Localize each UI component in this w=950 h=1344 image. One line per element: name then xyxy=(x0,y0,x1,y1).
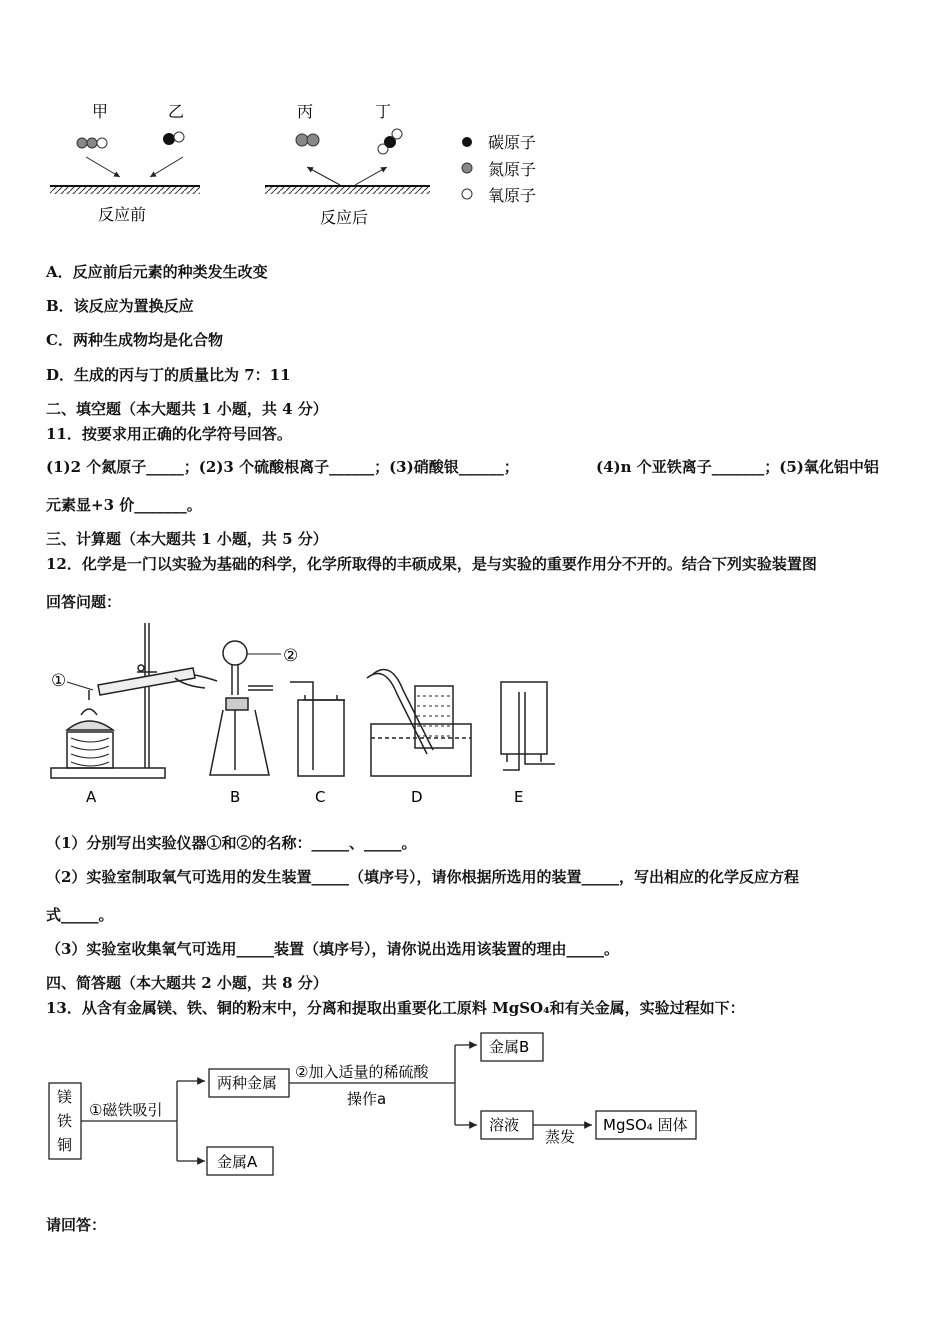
metal-a-box: 金属A xyxy=(217,1153,258,1171)
section-3-heading: 三、计算题（本大题共 1 小题，共 5 分） xyxy=(46,530,328,548)
product-box: MgSO₄ 固体 xyxy=(603,1116,688,1134)
q12-part2-cont: 式_____。 xyxy=(46,906,114,924)
apparatus-label-d: D xyxy=(411,788,423,806)
evaporate-label: 蒸发 xyxy=(545,1128,576,1146)
q12-part1: （1）分别写出实验仪器①和②的名称：_____、_____。 xyxy=(46,834,417,852)
q12-part2: （2）实验室制取氧气可选用的发生装置_____（填序号），请你根据所选用的装置_____，写出相应的化学反应方程 xyxy=(46,868,799,886)
apparatus-a xyxy=(51,623,217,778)
flow-chart xyxy=(45,1025,725,1185)
step-1-label: ①磁铁吸引 xyxy=(89,1101,163,1119)
two-metals-box: 两种金属 xyxy=(217,1074,278,1092)
apparatus-label-b: B xyxy=(230,788,241,806)
solution-box: 溶液 xyxy=(489,1116,520,1134)
marker-2: ② xyxy=(283,646,299,666)
apparatus-label-e: E xyxy=(514,788,524,806)
molecule-jia xyxy=(77,138,107,148)
svg-text:氮原子: 氮原子 xyxy=(488,160,537,179)
reaction-diagram xyxy=(40,95,560,235)
q12-stem: 12．化学是一门以实验为基础的科学，化学所取得的丰硕成果，是与实验的重要作用分不开的。结合下列实验装置图 xyxy=(46,555,817,573)
q12-stem-cont: 回答问题： xyxy=(46,593,122,611)
apparatus-label-c: C xyxy=(315,788,326,806)
molecule-bing xyxy=(296,134,319,146)
apparatus-b xyxy=(210,641,273,775)
section-2-heading: 二、填空题（本大题共 1 小题，共 4 分） xyxy=(46,400,328,418)
apparatus-c xyxy=(290,682,345,776)
molecule-yi xyxy=(163,132,184,145)
option-a: A．反应前后元素的种类发生改变 xyxy=(46,263,268,281)
start-cu: 铜 xyxy=(57,1136,73,1154)
q13-answer-prompt: 请回答： xyxy=(46,1216,107,1234)
start-fe: 铁 xyxy=(57,1112,73,1130)
step-2-label: ②加入适量的稀硫酸 xyxy=(295,1063,429,1081)
legend xyxy=(462,133,536,205)
label-ding: 丁 xyxy=(375,102,392,121)
apparatus-e xyxy=(501,682,555,770)
q11-line1b: (4)n 个亚铁离子_______；(5)氧化铝中铝 xyxy=(596,458,879,476)
molecule-ding xyxy=(378,129,402,154)
svg-text:碳原子: 碳原子 xyxy=(488,133,537,152)
option-d: D．生成的丙与丁的质量比为 7：11 xyxy=(46,366,291,384)
operation-a-label: 操作a xyxy=(347,1090,387,1108)
marker-1: ① xyxy=(51,671,67,691)
svg-text:氧原子: 氧原子 xyxy=(488,186,537,205)
option-b: B．该反应为置换反应 xyxy=(46,297,194,315)
q11-line1a: (1)2 个氮原子_____；(2)3 个硫酸根离子______；(3)硝酸银______； xyxy=(46,458,519,476)
option-c: C．两种生成物均是化合物 xyxy=(46,331,223,349)
apparatus-d xyxy=(367,670,471,776)
label-before: 反应前 xyxy=(98,205,147,224)
q11-stem: 11．按要求用正确的化学符号回答。 xyxy=(46,425,292,443)
start-mg: 镁 xyxy=(57,1088,73,1106)
label-jia: 甲 xyxy=(92,102,109,121)
apparatus-label-a: A xyxy=(86,788,97,806)
q11-line2: 元素显+3 价_______。 xyxy=(46,496,202,514)
q13-stem: 13．从含有金属镁、铁、铜的粉末中，分离和提取出重要化工原料 MgSO₄和有关金属，实验过程如下： xyxy=(46,999,745,1017)
label-yi: 乙 xyxy=(168,102,185,121)
section-4-heading: 四、简答题（本大题共 2 小题，共 8 分） xyxy=(46,974,328,992)
metal-b-box: 金属B xyxy=(489,1038,530,1056)
label-after: 反应后 xyxy=(320,208,369,227)
apparatus-figure xyxy=(45,620,565,810)
q12-part3: （3）实验室收集氧气可选用_____装置（填序号），请你说出选用该装置的理由_____。 xyxy=(46,940,619,958)
label-bing: 丙 xyxy=(297,102,314,121)
